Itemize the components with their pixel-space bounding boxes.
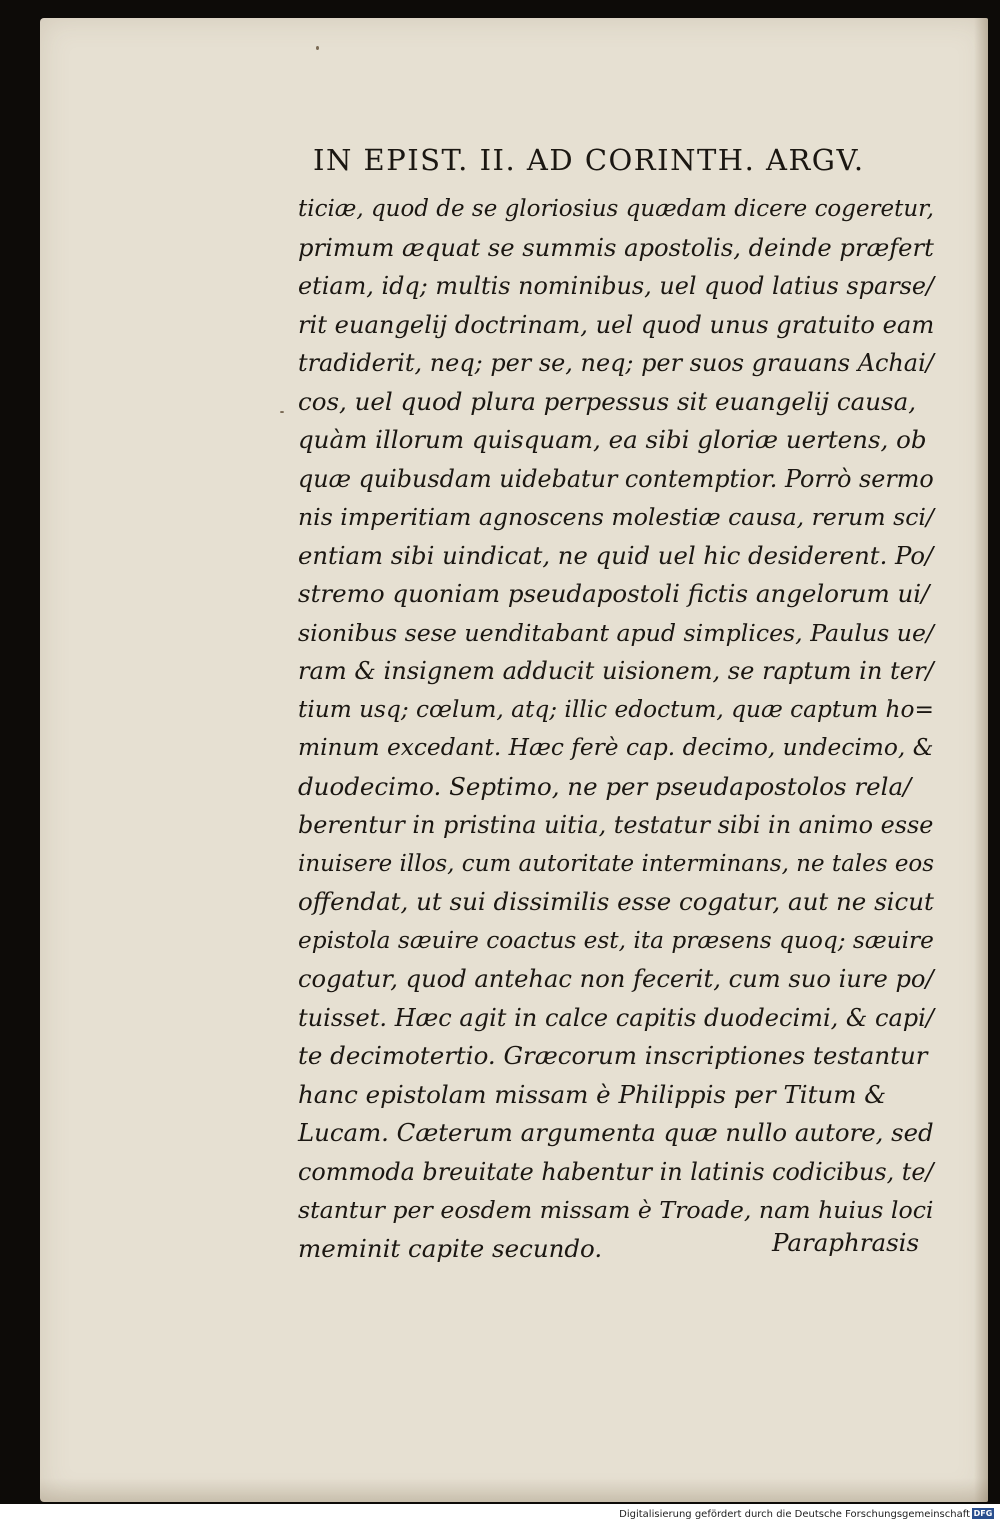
text-line: etiam, idq; multis nominibus, uel quod latius sparse/: [298, 272, 935, 300]
text-line: te decimotertio. Græcorum inscriptiones testantur: [298, 1041, 928, 1070]
page-bottom-shadow: [40, 1478, 988, 1502]
text-line: ticiæ, quod de se gloriosius quædam dicere cogeretur,: [298, 196, 934, 222]
text-line: entiam sibi uindicat, ne quid uel hic desiderent. Po/: [298, 540, 934, 570]
text-line: epistola sæuire coactus est, ita præsens quoq; sæuire: [298, 926, 934, 954]
body-text: [298, 190, 934, 1268]
running-head: IN EPIST. II. AD CORINTH. ARGV.: [313, 143, 865, 177]
ink-speck: [280, 411, 284, 413]
page-edge-shadow: [974, 18, 988, 1502]
text-line: sionibus sese uenditabant apud simplices, Paulus ue/: [298, 618, 934, 647]
text-line: duodecimo. Septimo, ne per pseudapostolos rela/: [298, 771, 912, 801]
digitization-credit: Digitalisierung gefördert durch die Deutsche Forschungsgemeinschaft: [619, 1509, 970, 1520]
text-line: stremo quoniam pseudapostoli fictis angelorum ui/: [298, 579, 930, 608]
text-line: cogatur, quod antehac non fecerit, cum suo iure po/: [298, 965, 934, 993]
text-line: nis imperitiam agnoscens molestiæ causa, rerum sci/: [298, 503, 934, 531]
text-line: hanc epistolam missam è Philippis per Titum &: [298, 1079, 887, 1109]
text-line: tradiderit, neq; per se, neq; per suos grauans Achai/: [298, 349, 934, 377]
text-line: minum excedant. Hæc ferè cap. decimo, undecimo, &: [298, 734, 934, 761]
ink-speck: [316, 46, 319, 50]
catchword: Paraphrasis: [772, 1228, 920, 1257]
text-line: rit euangelij doctrinam, uel quod unus gratuito eam: [298, 310, 935, 339]
text-line: tium usq; cœlum, atq; illic edoctum, quæ captum ho=: [298, 695, 934, 723]
text-line: offendat, ut sui dissimilis esse cogatur, aut ne sicut: [298, 887, 934, 916]
text-line: cos, uel quod plura perpessus sit euangelij causa,: [298, 386, 916, 416]
text-line: Lucam. Cæterum argumenta quæ nullo autore, sed: [298, 1118, 934, 1147]
text-line: commoda breuitate habentur in latinis codicibus, te/: [298, 1157, 934, 1186]
text-line: primum æquat se summis apostolis, deinde præfert: [298, 233, 934, 262]
text-line: ram & insignem adducit uisionem, se raptum in ter/: [298, 657, 934, 685]
text-line: quæ quibusdam uidebatur contemptior. Porrò sermo: [298, 464, 934, 493]
text-line: meminit capite secundo.: [298, 1233, 603, 1263]
text-line: inuisere illos, cum autoritate interminans, ne tales eos: [298, 850, 935, 877]
dfg-logo-icon: DFG: [973, 1509, 993, 1518]
text-line: quàm illorum quisquam, ea sibi gloriæ uertens, ob: [298, 425, 927, 454]
text-line: stantur per eosdem missam è Troade, nam huius loci: [298, 1196, 934, 1224]
text-line: berentur in pristina uitia, testatur sibi in animo esse: [298, 811, 934, 839]
text-line: tuisset. Hæc agit in calce capitis duodecimi, & capi/: [298, 1003, 934, 1032]
